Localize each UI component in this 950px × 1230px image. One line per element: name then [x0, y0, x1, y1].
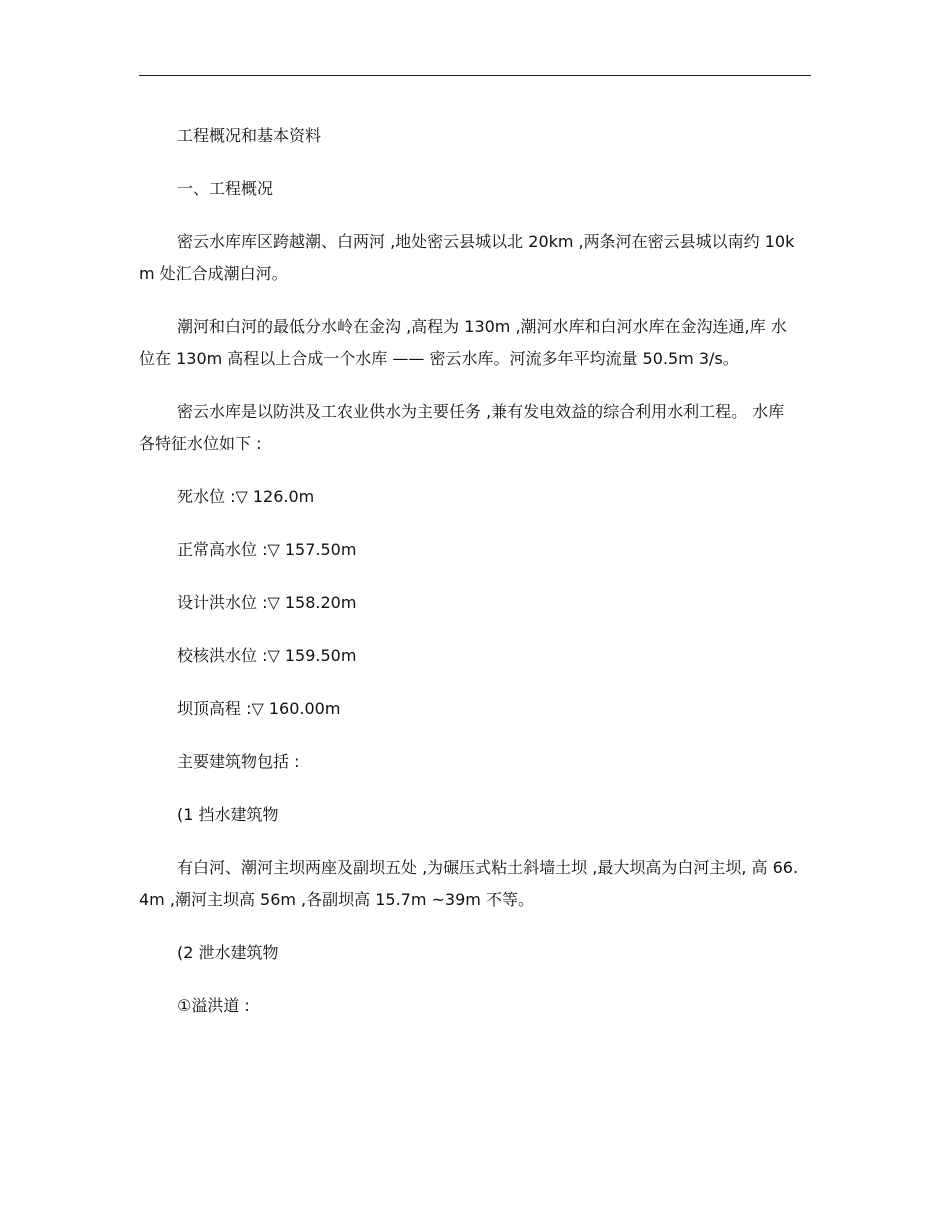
- spillway-heading: ①溢洪道 :: [177, 996, 250, 1015]
- paragraph-dams: 有白河、潮河主坝两座及副坝五处 ,为碾压式粘土斜墙土坝 ,最大坝高为白河主坝, 高 66.4m ,潮河主坝高 56m ,各副坝高 15.7m ~39m 不等。: [139, 858, 799, 909]
- water-level-dead: 死水位 :▽ 126.0m: [177, 487, 315, 506]
- section-title: 工程概况和基本资料: [177, 126, 322, 145]
- header-divider: [139, 75, 811, 76]
- retaining-structures-heading: (1 挡水建筑物: [177, 805, 279, 824]
- paragraph-location: 密云水库库区跨越潮、白两河 ,地处密云县城以北 20km ,两条河在密云县城以南约 10km 处汇合成潮白河。: [139, 232, 795, 283]
- paragraph-watershed: 潮河和白河的最低分水岭在金沟 ,高程为 130m ,潮河水库和白河水库在金沟连通,库 水位在 130m 高程以上合成一个水库 —— 密云水库。河流多年平均流量 50.5m 3/s。: [139, 317, 787, 368]
- water-level-design-flood: 设计洪水位 :▽ 158.20m: [177, 593, 357, 612]
- subsection-heading: 一、工程概况: [177, 179, 274, 198]
- paragraph-purpose: 密云水库是以防洪及工农业供水为主要任务 ,兼有发电效益的综合利用水利工程。 水库各特征水位如下 :: [139, 402, 785, 453]
- main-structures-heading: 主要建筑物包括 :: [177, 752, 300, 771]
- water-level-check-flood: 校核洪水位 :▽ 159.50m: [177, 646, 357, 665]
- water-level-normal: 正常高水位 :▽ 157.50m: [177, 540, 357, 559]
- discharge-structures-heading: (2 泄水建筑物: [177, 943, 279, 962]
- document-body: [139, 120, 799, 1022]
- dam-crest-elevation: 坝顶高程 :▽ 160.00m: [177, 699, 341, 718]
